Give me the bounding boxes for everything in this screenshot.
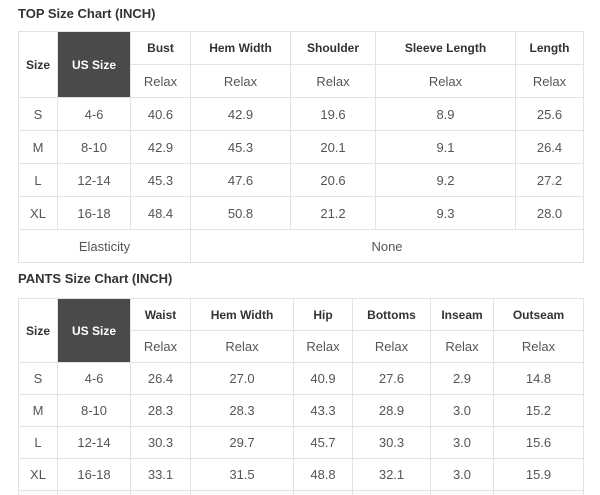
us-size-value: 8-10 xyxy=(58,395,131,427)
top-row-xl xyxy=(19,197,584,230)
top-header-row xyxy=(19,32,584,65)
empty-cell xyxy=(58,491,131,495)
empty-cell xyxy=(191,491,294,495)
empty-cell xyxy=(294,491,353,495)
fit-type-cell: Relax xyxy=(131,331,191,363)
measure-value: 20.1 xyxy=(291,131,376,164)
measure-value: 27.6 xyxy=(353,363,431,395)
pants-col-waist: Waist xyxy=(131,299,191,331)
measure-value: 28.3 xyxy=(131,395,191,427)
top-row-l xyxy=(19,164,584,197)
pants-row-l xyxy=(19,427,584,459)
measure-value: 30.3 xyxy=(353,427,431,459)
measure-value: 40.9 xyxy=(294,363,353,395)
us-size-value: 12-14 xyxy=(58,164,131,197)
measure-value: 42.9 xyxy=(191,98,291,131)
pants-col-size: Size xyxy=(19,299,58,363)
measure-value: 28.3 xyxy=(191,395,294,427)
fit-type-cell: Relax xyxy=(353,331,431,363)
measure-value: 30.3 xyxy=(131,427,191,459)
measure-value: 21.2 xyxy=(291,197,376,230)
us-size-value: 12-14 xyxy=(58,427,131,459)
measure-value: 27.0 xyxy=(191,363,294,395)
pants-header-row xyxy=(19,299,584,331)
pants-cutoff-row xyxy=(19,491,584,495)
measure-value: 32.1 xyxy=(353,459,431,491)
empty-cell xyxy=(131,491,191,495)
pants-col-us-size: US Size xyxy=(58,299,131,363)
pants-row-xl xyxy=(19,459,584,491)
fit-type-cell: Relax xyxy=(291,65,376,98)
fit-type-cell: Relax xyxy=(191,331,294,363)
us-size-value: 4-6 xyxy=(58,363,131,395)
top-col-bust: Bust xyxy=(131,32,191,65)
measure-value: 48.4 xyxy=(131,197,191,230)
size-value: L xyxy=(19,164,58,197)
measure-value: 43.3 xyxy=(294,395,353,427)
us-size-value: 4-6 xyxy=(58,98,131,131)
pants-col-hip: Hip xyxy=(294,299,353,331)
pants-size-chart-table xyxy=(18,298,584,495)
measure-value: 42.9 xyxy=(131,131,191,164)
pants-row-m xyxy=(19,395,584,427)
size-value: S xyxy=(19,363,58,395)
fit-type-cell: Relax xyxy=(294,331,353,363)
measure-value: 25.6 xyxy=(516,98,584,131)
pants-row-s xyxy=(19,363,584,395)
top-elasticity-row xyxy=(19,230,584,263)
measure-value: 40.6 xyxy=(131,98,191,131)
measure-value: 31.5 xyxy=(191,459,294,491)
size-value: M xyxy=(19,131,58,164)
measure-value: 9.2 xyxy=(376,164,516,197)
fit-type-cell: Relax xyxy=(494,331,584,363)
measure-value: 48.8 xyxy=(294,459,353,491)
measure-value: 20.6 xyxy=(291,164,376,197)
fit-type-cell: Relax xyxy=(376,65,516,98)
fit-type-cell: Relax xyxy=(516,65,584,98)
top-col-length: Length xyxy=(516,32,584,65)
size-value: XL xyxy=(19,459,58,491)
empty-cell xyxy=(494,491,584,495)
measure-value: 45.3 xyxy=(131,164,191,197)
pants-col-bottoms: Bottoms xyxy=(353,299,431,331)
measure-value: 28.0 xyxy=(516,197,584,230)
size-value: L xyxy=(19,427,58,459)
measure-value: 8.9 xyxy=(376,98,516,131)
empty-cell xyxy=(19,491,58,495)
top-col-hem-width: Hem Width xyxy=(191,32,291,65)
top-col-sleeve-length: Sleeve Length xyxy=(376,32,516,65)
measure-value: 3.0 xyxy=(431,459,494,491)
pants-col-outseam: Outseam xyxy=(494,299,584,331)
measure-value: 9.1 xyxy=(376,131,516,164)
top-col-us-size: US Size xyxy=(58,32,131,98)
top-chart-title: TOP Size Chart (INCH) xyxy=(18,6,156,21)
size-value: XL xyxy=(19,197,58,230)
us-size-value: 16-18 xyxy=(58,197,131,230)
measure-value: 47.6 xyxy=(191,164,291,197)
measure-value: 2.9 xyxy=(431,363,494,395)
measure-value: 45.7 xyxy=(294,427,353,459)
measure-value: 3.0 xyxy=(431,395,494,427)
measure-value: 15.6 xyxy=(494,427,584,459)
measure-value: 3.0 xyxy=(431,427,494,459)
us-size-value: 16-18 xyxy=(58,459,131,491)
measure-value: 19.6 xyxy=(291,98,376,131)
pants-chart-title: PANTS Size Chart (INCH) xyxy=(18,271,173,286)
size-value: M xyxy=(19,395,58,427)
fit-type-cell: Relax xyxy=(191,65,291,98)
empty-cell xyxy=(431,491,494,495)
top-row-s xyxy=(19,98,584,131)
measure-value: 50.8 xyxy=(191,197,291,230)
fit-type-cell: Relax xyxy=(431,331,494,363)
empty-cell xyxy=(353,491,431,495)
measure-value: 28.9 xyxy=(353,395,431,427)
measure-value: 26.4 xyxy=(516,131,584,164)
measure-value: 26.4 xyxy=(131,363,191,395)
measure-value: 15.9 xyxy=(494,459,584,491)
pants-col-hem-width: Hem Width xyxy=(191,299,294,331)
measure-value: 15.2 xyxy=(494,395,584,427)
measure-value: 9.3 xyxy=(376,197,516,230)
fit-type-cell: Relax xyxy=(131,65,191,98)
measure-value: 33.1 xyxy=(131,459,191,491)
top-col-shoulder: Shoulder xyxy=(291,32,376,65)
top-size-chart-table xyxy=(18,31,584,263)
elasticity-value: None xyxy=(191,230,584,263)
size-value: S xyxy=(19,98,58,131)
measure-value: 45.3 xyxy=(191,131,291,164)
top-col-size: Size xyxy=(19,32,58,98)
us-size-value: 8-10 xyxy=(58,131,131,164)
measure-value: 29.7 xyxy=(191,427,294,459)
top-row-m xyxy=(19,131,584,164)
measure-value: 27.2 xyxy=(516,164,584,197)
pants-col-inseam: Inseam xyxy=(431,299,494,331)
measure-value: 14.8 xyxy=(494,363,584,395)
elasticity-label: Elasticity xyxy=(19,230,191,263)
